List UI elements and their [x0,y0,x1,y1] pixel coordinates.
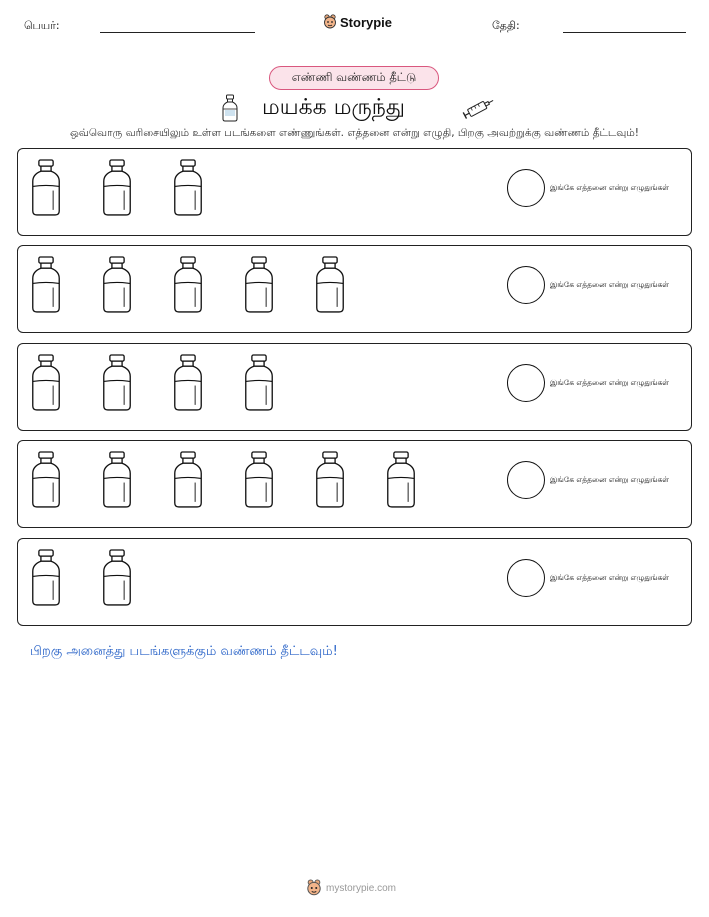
brand-logo [323,14,392,30]
bottle-icon[interactable] [385,451,417,509]
bottle-icon[interactable] [172,451,204,509]
syringe-icon [462,96,496,120]
answer-circle[interactable] [507,364,545,402]
bottle-icon[interactable] [30,451,62,509]
storypie-logo-icon [306,879,322,897]
site-footer [306,879,396,897]
page-title: மயக்க மருந்து [262,95,405,120]
answer-circle[interactable] [507,461,545,499]
counting-row [17,440,692,528]
site-url: mystorypie.com [326,882,397,894]
counting-row [17,245,692,333]
bottle-icon[interactable] [101,451,133,509]
counting-row [17,343,692,431]
footer-message: பிறகு அனைத்து படங்களுக்கும் வண்ணம் தீட்டவும்! [30,644,338,659]
bottle-icon[interactable] [101,159,133,217]
brand-name: Storypie [340,14,393,30]
answer-circle[interactable] [507,559,545,597]
bottle-icon[interactable] [172,159,204,217]
bottle-icon[interactable] [30,354,62,412]
bottle-icon[interactable] [314,451,346,509]
answer-circle[interactable] [507,266,545,304]
title-row [0,92,709,126]
bottle-icon[interactable] [101,549,133,607]
answer-hint: இங்கே எத்தனை என்று எழுதுங்கள் [550,280,670,289]
instructions: ஒவ்வொரு வரிசையிலும் உள்ள படங்களை எண்ணுங்கள். எத்தனை என்று எழுதி, பிறகு அவற்றுக்கு வண்ணம் தீட்டவும்! [70,127,639,139]
date-line[interactable] [563,32,686,33]
activity-badge: எண்ணி வண்ணம் தீட்டு [269,66,439,90]
counting-row [17,148,692,236]
bottle-icon[interactable] [243,256,275,314]
storypie-logo-icon [323,14,337,30]
answer-hint: இங்கே எத்தனை என்று எழுதுங்கள் [550,573,670,582]
date-label: தேதி: [492,19,520,32]
bottle-icon[interactable] [30,256,62,314]
bottle-icon[interactable] [314,256,346,314]
name-line[interactable] [100,32,255,33]
worksheet-header [0,14,709,38]
bottle-icon[interactable] [30,159,62,217]
answer-hint: இங்கே எத்தனை என்று எழுதுங்கள் [550,183,670,192]
bottle-icon[interactable] [243,451,275,509]
answer-hint: இங்கே எத்தனை என்று எழுதுங்கள் [550,475,670,484]
answer-hint: இங்கே எத்தனை என்று எழுதுங்கள் [550,378,670,387]
bottle-icon[interactable] [172,256,204,314]
bottle-icon[interactable] [243,354,275,412]
bottle-icon[interactable] [172,354,204,412]
answer-circle[interactable] [507,169,545,207]
name-label: பெயர்: [24,19,60,32]
bottle-icon [221,94,239,122]
bottle-icon[interactable] [101,354,133,412]
bottle-icon[interactable] [101,256,133,314]
bottle-icon[interactable] [30,549,62,607]
counting-row [17,538,692,626]
